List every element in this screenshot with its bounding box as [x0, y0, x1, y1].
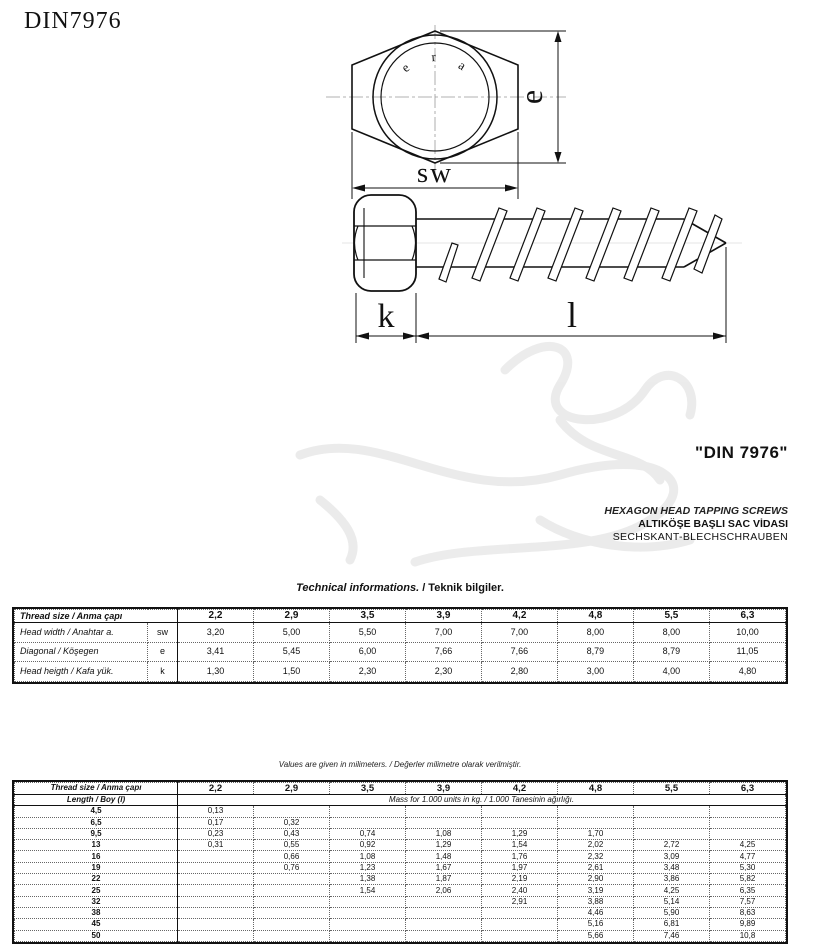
size-column-header: 5,5 [634, 782, 710, 795]
size-column-header: 3,9 [406, 782, 482, 795]
mass-value: 0,23 [178, 828, 254, 839]
mass-value: 1,76 [482, 851, 558, 862]
table2-data-row [15, 919, 786, 930]
size-column-header: 2,2 [178, 782, 254, 795]
mass-value: 3,09 [634, 851, 710, 862]
dimension-value: 10,00 [709, 623, 785, 643]
mass-value: 0,74 [330, 828, 406, 839]
mass-value [634, 817, 710, 828]
dimension-label: Head heigth / Kafa yük. [15, 662, 148, 682]
mass-table-frame [12, 780, 788, 944]
mass-value [178, 851, 254, 862]
mass-value [178, 885, 254, 896]
dimension-value: 4,00 [633, 662, 709, 682]
table2-data-row [15, 907, 786, 918]
table1-data-row [15, 623, 786, 643]
document-code: DIN7976 [24, 8, 122, 34]
dimension-symbol: sw [148, 623, 178, 643]
mass-value: 5,16 [558, 919, 634, 930]
mass-value [254, 907, 330, 918]
subtitle-en: HEXAGON HEAD TAPPING SCREWS [604, 505, 788, 517]
mass-value: 0,43 [254, 828, 330, 839]
thread-on-tip [694, 215, 722, 273]
dimension-value: 7,00 [481, 623, 557, 643]
dim-l-arrow-right [713, 333, 726, 340]
table1-data-row [15, 642, 786, 662]
tech-info-table-body [15, 610, 786, 682]
dimension-value: 8,79 [557, 642, 633, 662]
dimension-value: 3,41 [178, 642, 254, 662]
mass-value: 1,29 [482, 828, 558, 839]
dim-e-arrow-down [555, 152, 562, 163]
mass-value [254, 919, 330, 930]
length-column-header: Length / Boy (l) [15, 795, 178, 806]
dim-k-arrow-left [356, 333, 369, 340]
mass-value: 1,70 [558, 828, 634, 839]
mass-value: 10,8 [710, 930, 786, 941]
mass-value [406, 930, 482, 941]
mass-value: 3,86 [634, 874, 710, 885]
table2-data-row [15, 817, 786, 828]
mass-value [178, 930, 254, 941]
mass-value [254, 885, 330, 896]
mass-value: 2,32 [558, 851, 634, 862]
mass-value: 7,57 [710, 896, 786, 907]
mass-value [482, 907, 558, 918]
mass-value: 5,30 [710, 862, 786, 873]
mass-value [482, 930, 558, 941]
table-caption [12, 582, 788, 594]
table1-data-row [15, 662, 786, 682]
mass-value [178, 896, 254, 907]
mass-value: 4,25 [710, 840, 786, 851]
mass-value: 1,23 [330, 862, 406, 873]
tech-info-table-frame [12, 607, 788, 684]
mass-value: 2,91 [482, 896, 558, 907]
dim-label-k: k [377, 298, 395, 335]
mass-value [178, 874, 254, 885]
mass-value: 2,02 [558, 840, 634, 851]
mass-value: 2,72 [634, 840, 710, 851]
mass-value [254, 874, 330, 885]
dimension-value: 2,30 [329, 662, 405, 682]
dimension-value: 7,66 [481, 642, 557, 662]
mass-value [558, 806, 634, 817]
mass-value [330, 896, 406, 907]
mass-value [406, 907, 482, 918]
mass-value: 6,35 [710, 885, 786, 896]
mass-value: 0,76 [254, 862, 330, 873]
mass-value: 1,87 [406, 874, 482, 885]
length-value: 6,5 [15, 817, 178, 828]
mass-table-body [15, 782, 786, 941]
mass-value [482, 817, 558, 828]
mass-value: 9,89 [710, 919, 786, 930]
table2-data-row [15, 806, 786, 817]
dimension-value: 7,00 [405, 623, 481, 643]
size-column-header: 6,3 [710, 782, 786, 795]
dimension-value: 8,00 [633, 623, 709, 643]
mass-value: 2,19 [482, 874, 558, 885]
mass-units-header: Mass for 1.000 units in kg. / 1.000 Tanesinin ağırlığı. [178, 795, 786, 806]
size-column-header: 6,3 [709, 610, 785, 623]
size-column-header: 4,2 [482, 782, 558, 795]
table2-data-row [15, 851, 786, 862]
table1-header-row [15, 610, 786, 623]
mass-value [330, 907, 406, 918]
mass-value: 4,46 [558, 907, 634, 918]
screw-head [354, 195, 416, 291]
mass-value: 5,82 [710, 874, 786, 885]
mass-value: 2,06 [406, 885, 482, 896]
dimension-label: Head width / Anahtar a. [15, 623, 148, 643]
length-value: 13 [15, 840, 178, 851]
mass-value [178, 907, 254, 918]
head-mark-letter-a: a [455, 57, 469, 74]
mass-value: 1,67 [406, 862, 482, 873]
mass-value: 2,90 [558, 874, 634, 885]
mass-value [254, 896, 330, 907]
size-column-header: 3,5 [330, 782, 406, 795]
dimension-value: 1,30 [178, 662, 254, 682]
mass-value [406, 919, 482, 930]
mass-value: 2,61 [558, 862, 634, 873]
mass-value [482, 919, 558, 930]
size-column-header: 5,5 [633, 610, 709, 623]
mass-value [406, 806, 482, 817]
table2-data-row [15, 930, 786, 941]
screw-side-view-drawing [322, 181, 772, 353]
size-column-header: 4,8 [557, 610, 633, 623]
thread-partial [439, 243, 458, 282]
thread-size-header: Thread size / Anma çapı [15, 610, 178, 623]
table2-data-row [15, 828, 786, 839]
head-mark-letter-e: e [398, 59, 413, 76]
mass-value: 0,31 [178, 840, 254, 851]
size-column-header: 4,2 [481, 610, 557, 623]
mass-value [634, 828, 710, 839]
mass-value: 1,48 [406, 851, 482, 862]
mass-value: 3,19 [558, 885, 634, 896]
table2-data-row [15, 840, 786, 851]
dimension-value: 4,80 [709, 662, 785, 682]
table2-header-row [15, 782, 786, 795]
mass-value [710, 828, 786, 839]
length-value: 50 [15, 930, 178, 941]
mass-value: 1,97 [482, 862, 558, 873]
dim-label-l: l [567, 295, 578, 335]
dimension-value: 5,45 [254, 642, 330, 662]
mass-value [482, 806, 558, 817]
dimension-value: 1,50 [254, 662, 330, 682]
length-value: 19 [15, 862, 178, 873]
mass-value: 3,88 [558, 896, 634, 907]
table2-data-row [15, 874, 786, 885]
mass-value: 0,66 [254, 851, 330, 862]
dimension-value: 5,50 [329, 623, 405, 643]
mass-value: 7,46 [634, 930, 710, 941]
length-value: 25 [15, 885, 178, 896]
dimension-value: 7,66 [405, 642, 481, 662]
table2-mass-header-row [15, 795, 786, 806]
mass-value [406, 896, 482, 907]
mass-value: 0,55 [254, 840, 330, 851]
mass-value: 8,63 [710, 907, 786, 918]
size-column-header: 3,5 [329, 610, 405, 623]
caption-en: Technical informations. [296, 582, 420, 594]
size-column-header: 2,9 [254, 610, 330, 623]
subtitle-tr: ALTIKÖŞE BAŞLI SAC VİDASI [638, 518, 788, 530]
dimension-value: 2,30 [405, 662, 481, 682]
mass-value: 3,48 [634, 862, 710, 873]
caption-tr: / Teknik bilgiler. [419, 582, 504, 594]
mass-value: 1,38 [330, 874, 406, 885]
dimension-value: 3,20 [178, 623, 254, 643]
length-value: 9,5 [15, 828, 178, 839]
dimension-value: 8,79 [633, 642, 709, 662]
product-subtitles [0, 505, 788, 544]
dim-e-arrow-up [555, 31, 562, 42]
hex-head-top-view-drawing [330, 27, 590, 205]
mass-value: 1,29 [406, 840, 482, 851]
mass-value: 4,25 [634, 885, 710, 896]
dimension-value: 8,00 [557, 623, 633, 643]
table2-data-row [15, 896, 786, 907]
dim-label-e: e [513, 89, 549, 105]
size-column-header: 3,9 [405, 610, 481, 623]
mass-value [406, 817, 482, 828]
dimension-value: 11,05 [709, 642, 785, 662]
mass-value [178, 862, 254, 873]
dim-l-arrow-left [416, 333, 429, 340]
head-mark-letter-r: r [430, 48, 437, 65]
dimension-symbol: e [148, 642, 178, 662]
mass-value: 5,90 [634, 907, 710, 918]
size-column-header: 2,9 [254, 782, 330, 795]
table2-data-row [15, 862, 786, 873]
tech-info-table [14, 609, 786, 682]
length-value: 16 [15, 851, 178, 862]
size-column-header: 2,2 [178, 610, 254, 623]
dimension-value: 6,00 [329, 642, 405, 662]
subtitle-de: SECHSKANT-BLECHSCHRAUBEN [612, 531, 788, 543]
mass-value: 0,17 [178, 817, 254, 828]
mass-value: 0,92 [330, 840, 406, 851]
mass-value: 2,40 [482, 885, 558, 896]
dimension-symbol: k [148, 662, 178, 682]
dimension-value: 5,00 [254, 623, 330, 643]
mass-value: 1,54 [330, 885, 406, 896]
mass-value: 1,54 [482, 840, 558, 851]
mass-table [14, 782, 786, 942]
mass-value [558, 817, 634, 828]
mass-value [710, 806, 786, 817]
mass-value: 0,13 [178, 806, 254, 817]
mass-value [254, 806, 330, 817]
mass-value [178, 919, 254, 930]
length-value: 45 [15, 919, 178, 930]
mass-value: 4,77 [710, 851, 786, 862]
mass-value [330, 817, 406, 828]
size-column-header: 4,8 [558, 782, 634, 795]
dimension-label: Diagonal / Köşegen [15, 642, 148, 662]
dimension-value: 3,00 [557, 662, 633, 682]
length-value: 38 [15, 907, 178, 918]
length-value: 32 [15, 896, 178, 907]
mass-value: 6,81 [634, 919, 710, 930]
dim-k-arrow-right [403, 333, 416, 340]
dimension-value: 2,80 [481, 662, 557, 682]
dim-label-sw: sw [416, 157, 454, 189]
units-footnote: Values are given in milimeters. / Değerler milimetre olarak verilmiştir. [278, 759, 522, 769]
table2-data-row [15, 885, 786, 896]
mass-value [330, 930, 406, 941]
mass-value: 0,32 [254, 817, 330, 828]
mass-value: 5,66 [558, 930, 634, 941]
mass-value: 1,08 [406, 828, 482, 839]
mass-value [330, 806, 406, 817]
mass-value: 5,14 [634, 896, 710, 907]
mass-value: 1,08 [330, 851, 406, 862]
head-brand-mark [398, 49, 469, 75]
standard-title: "DIN 7976" [695, 443, 788, 462]
thread-size-header: Thread size / Anma çapı [15, 782, 178, 795]
mass-value [710, 817, 786, 828]
length-value: 22 [15, 874, 178, 885]
mass-value [254, 930, 330, 941]
length-value: 4,5 [15, 806, 178, 817]
mass-value [330, 919, 406, 930]
mass-value [634, 806, 710, 817]
